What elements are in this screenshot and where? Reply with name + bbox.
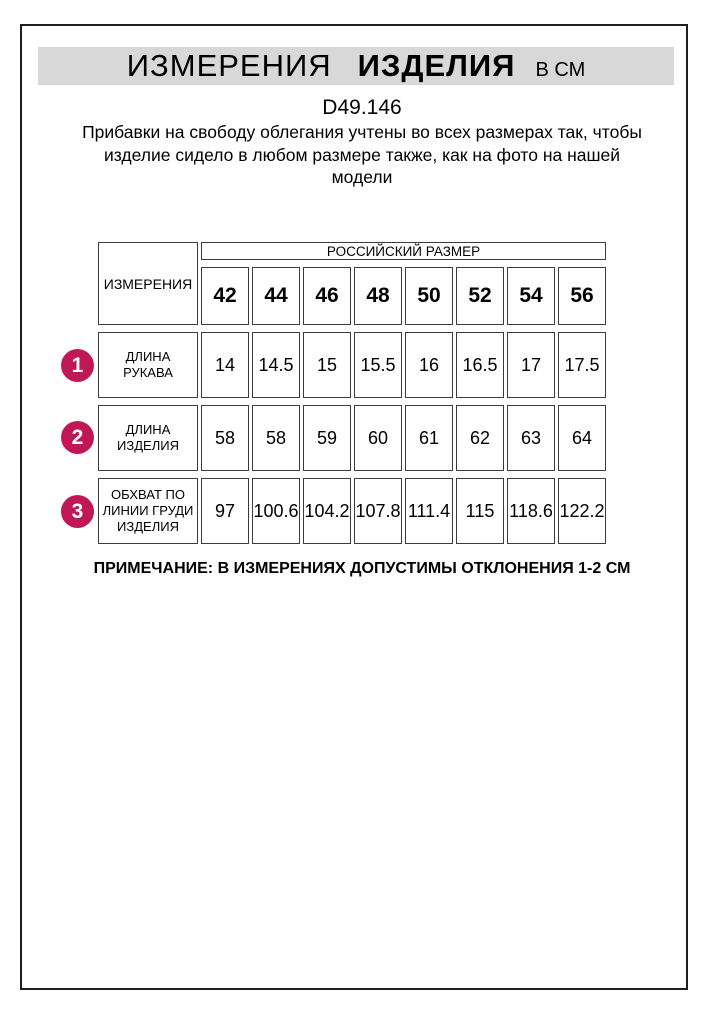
size-header-48: 48: [354, 267, 402, 325]
article-number: D49.146: [322, 96, 402, 119]
cell-value: 63: [507, 405, 555, 471]
cell-value: 17.5: [558, 332, 606, 398]
size-header-50: 50: [405, 267, 453, 325]
cell-value: 58: [201, 405, 249, 471]
page-title-unit: В СМ: [535, 59, 586, 81]
cell-value: 107.8: [354, 478, 402, 544]
fit-description-line: Прибавки на свободу облегания учтены во всех размерах так, чтобы: [82, 122, 642, 142]
fit-description-line: модели: [331, 167, 393, 187]
cell-value: 122.2: [558, 478, 606, 544]
row-label-sleeve-length: ДЛИНА РУКАВА: [98, 332, 198, 398]
page-title-measurements: ИЗМЕРЕНИЯ: [126, 48, 332, 83]
row-number-badge-2: 2: [61, 421, 94, 454]
cell-value: 17: [507, 332, 555, 398]
cell-value: 16.5: [456, 332, 504, 398]
fit-description: [82, 121, 642, 189]
cell-value: 61: [405, 405, 453, 471]
size-group-header: РОССИЙСКИЙ РАЗМЕР: [201, 242, 606, 260]
page-title-product: ИЗДЕЛИЯ: [357, 48, 516, 83]
cell-value: 60: [354, 405, 402, 471]
cell-value: 58: [252, 405, 300, 471]
table-row-sleeve-length: [98, 332, 606, 398]
size-header-54: 54: [507, 267, 555, 325]
cell-value: 64: [558, 405, 606, 471]
row-label-chest-girth: ОБХВАТ ПО ЛИНИИ ГРУДИ ИЗДЕЛИЯ: [98, 478, 198, 544]
row-label-garment-length: ДЛИНА ИЗДЕЛИЯ: [98, 405, 198, 471]
cell-value: 104.2: [303, 478, 351, 544]
cell-value: 59: [303, 405, 351, 471]
size-group-row: [98, 242, 606, 260]
cell-value: 115: [456, 478, 504, 544]
cell-value: 15.5: [354, 332, 402, 398]
cell-value: 16: [405, 332, 453, 398]
size-header-52: 52: [456, 267, 504, 325]
cell-value: 14: [201, 332, 249, 398]
cell-value: 97: [201, 478, 249, 544]
tolerance-note: ПРИМЕЧАНИЕ: В ИЗМЕРЕНИЯХ ДОПУСТИМЫ ОТКЛОНЕНИЯ 1-2 СМ: [93, 560, 631, 577]
page-title-bar: [38, 47, 674, 85]
table-row-garment-length: [98, 405, 606, 471]
size-table: [95, 235, 609, 551]
size-header-44: 44: [252, 267, 300, 325]
cell-value: 15: [303, 332, 351, 398]
cell-value: 111.4: [405, 478, 453, 544]
cell-value: 118.6: [507, 478, 555, 544]
table-row-chest-girth: [98, 478, 606, 544]
cell-value: 100.6: [252, 478, 300, 544]
fit-description-line: изделие сидело в любом размере также, как на фото на нашей: [103, 144, 621, 165]
size-header-46: 46: [303, 267, 351, 325]
row-number-badge-1: 1: [61, 349, 94, 382]
measurements-column-header: ИЗМЕРЕНИЯ: [98, 242, 198, 325]
cell-value: 62: [456, 405, 504, 471]
size-header-42: 42: [201, 267, 249, 325]
cell-value: 14.5: [252, 332, 300, 398]
size-header-56: 56: [558, 267, 606, 325]
row-number-badge-3: 3: [61, 495, 94, 528]
